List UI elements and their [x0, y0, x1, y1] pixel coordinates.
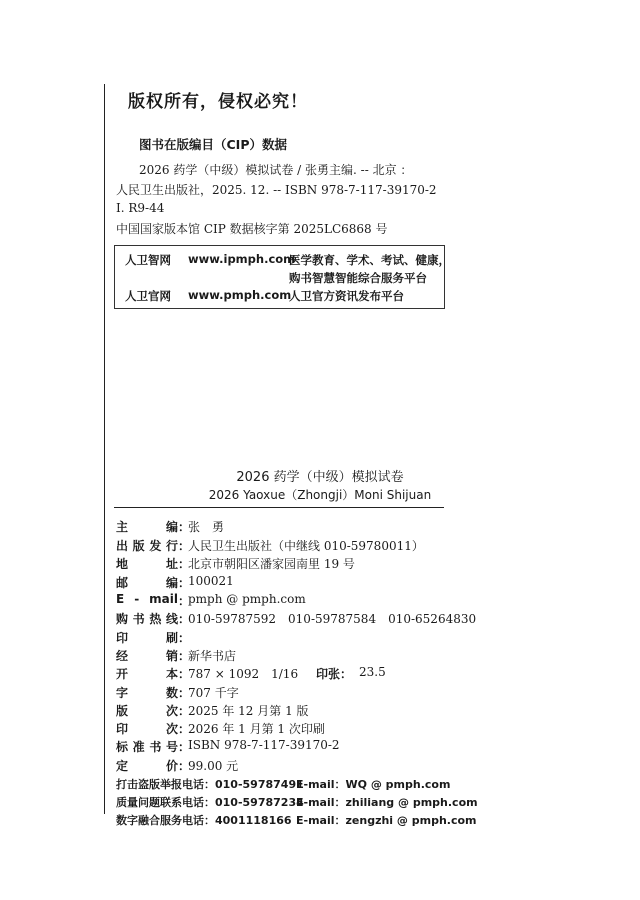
detail-colon: ：: [178, 520, 191, 534]
detail-colon: ：: [178, 649, 191, 663]
platform-name: 人卫智网: [125, 253, 171, 267]
detail-label: E - mail: [116, 592, 178, 606]
cip-line: 中国国家版本馆 CIP 数据核字第 2025LC6868 号: [116, 222, 388, 236]
platform-url[interactable]: www.ipmph.com: [188, 252, 296, 266]
detail-colon: ：: [178, 759, 191, 773]
detail-label: 地址: [116, 557, 178, 571]
title-divider: [114, 507, 444, 508]
detail-label: 主编: [116, 520, 178, 534]
contact-line: [116, 776, 451, 792]
detail-label: 标准书号: [116, 740, 178, 754]
detail-label: 印刷: [116, 631, 178, 645]
detail-colon: ：: [178, 722, 191, 736]
cip-title: 图书在版编目（CIP）数据: [139, 137, 287, 152]
detail-value: 2026 年 1 月第 1 次印刷: [188, 722, 325, 736]
detail-label: 购书热线: [116, 612, 178, 626]
detail-value: 新华书店: [188, 649, 237, 663]
detail-value: 707 千字: [188, 686, 239, 700]
detail-colon: ：: [178, 557, 191, 571]
detail-colon: ：: [178, 576, 191, 590]
cip-line: 人民卫生出版社，2025. 12. -- ISBN 978-7-117-39170-2: [116, 183, 437, 197]
detail-label: 字数: [116, 686, 178, 700]
detail-colon: ：: [178, 594, 191, 608]
sheet-count-value: 23.5: [359, 665, 386, 679]
contact-phone: 数字融合服务电话：4001118166: [116, 814, 292, 827]
left-margin-rule: [104, 84, 105, 814]
detail-colon: ：: [178, 686, 191, 700]
contact-line: [116, 794, 478, 810]
contact-line: [116, 812, 477, 828]
copyright-notice: 版权所有，侵权必究！: [128, 92, 308, 112]
platform-desc: 人卫官方资讯发布平台: [289, 289, 404, 303]
platform-desc: 购书智慧智能综合服务平台: [289, 271, 427, 285]
book-title-pinyin: 2026 Yaoxue（Zhongji）Moni Shijuan: [208, 488, 432, 502]
detail-colon: ：: [178, 740, 191, 754]
detail-label: 版次: [116, 704, 178, 718]
detail-label: 出版发行: [116, 539, 178, 553]
platform-url[interactable]: www.pmph.com: [188, 288, 292, 302]
detail-label: 开本: [116, 667, 178, 681]
detail-value: 2025 年 12 月第 1 版: [188, 704, 309, 718]
cip-line: 2026 药学（中级）模拟试卷 / 张勇主编. -- 北京 ：: [139, 163, 413, 177]
contact-email[interactable]: E-mail：WQ @ pmph.com: [296, 778, 451, 791]
detail-label: 邮编: [116, 576, 178, 590]
contact-email[interactable]: E-mail：zhiliang @ pmph.com: [296, 796, 478, 809]
detail-colon: ：: [178, 631, 191, 645]
detail-label: 定价: [116, 759, 178, 773]
contact-email[interactable]: E-mail：zengzhi @ pmph.com: [296, 814, 477, 827]
detail-value: ISBN 978-7-117-39170-2: [188, 738, 340, 752]
book-title-chinese: 2026 药学（中级）模拟试卷: [236, 470, 404, 485]
detail-colon: ：: [178, 704, 191, 718]
detail-value: 人民卫生出版社（中继线 010-59780011）: [188, 539, 424, 553]
platform-box: [114, 245, 450, 309]
detail-label: 印次: [116, 722, 178, 736]
detail-value: 100021: [188, 574, 234, 588]
detail-colon: ：: [178, 612, 191, 626]
detail-value: pmph @ pmph.com: [188, 592, 306, 606]
detail-colon: ：: [178, 667, 191, 681]
sheet-count-label: 印张：: [316, 667, 353, 681]
contact-phone: 质量问题联系电话：010-59787234: [116, 796, 304, 809]
platform-desc: 医学教育、学术、考试、健康，: [289, 253, 450, 267]
cip-line: Ⅰ. R9-44: [116, 201, 165, 215]
detail-value: 张 勇: [188, 520, 225, 534]
contact-phone: 打击盗版举报电话：010-59787491: [116, 778, 304, 791]
detail-value: 787 × 1092 1/16: [188, 667, 299, 681]
detail-value: 010-59787592 010-59787584 010-65264830: [188, 612, 477, 626]
detail-value: 北京市朝阳区潘家园南里 19 号: [188, 557, 355, 571]
platform-name: 人卫官网: [125, 289, 171, 303]
detail-label: 经销: [116, 649, 178, 663]
detail-value: 99.00 元: [188, 759, 239, 773]
detail-colon: ：: [178, 539, 191, 553]
